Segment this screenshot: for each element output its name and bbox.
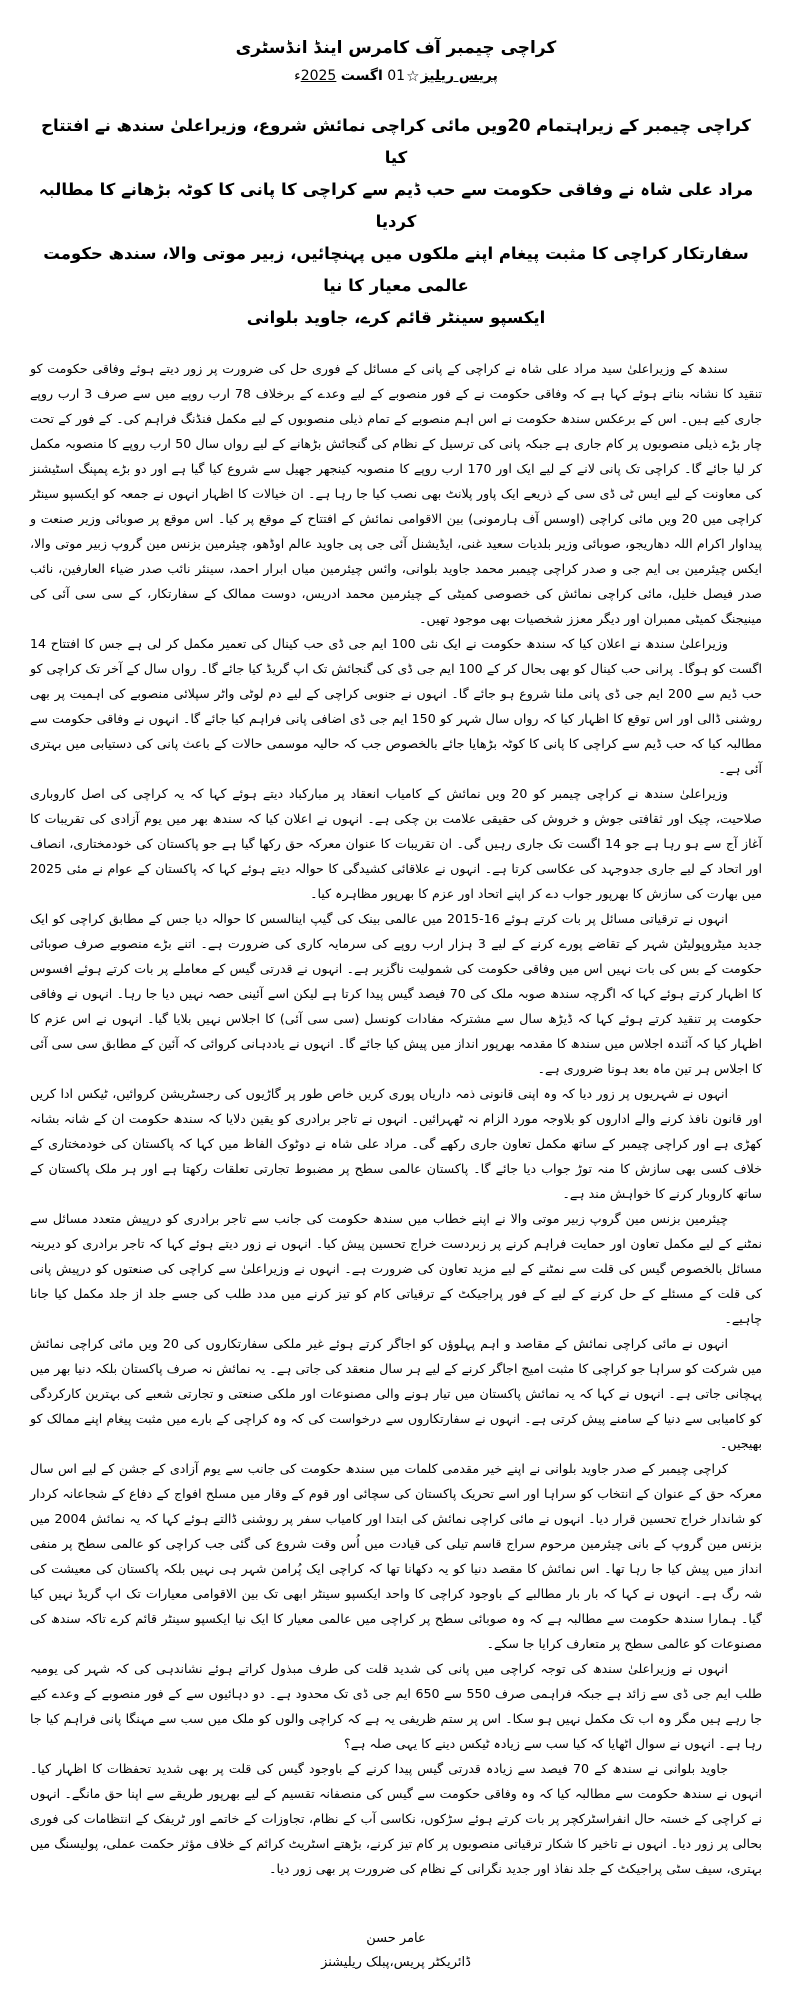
release-month: اگست — [340, 68, 383, 84]
headline-line-4: ایکسپو سینٹر قائم کرے، جاوید بلوانی — [246, 308, 546, 327]
release-day: 01 — [387, 68, 406, 84]
body-text — [30, 356, 762, 1881]
headline-line-3: سفارتکار کراچی کا مثبت پیغام اپنے ملکوں میں پہنچائیں، زبیر موتی والا، سندھ حکومت عالمی معیار کا نیا — [43, 244, 749, 295]
paragraph-4: انہوں نے ترقیاتی مسائل پر بات کرتے ہوئے 16-2015 میں عالمی بینک کی گیپ اینالسس کا حوالہ دیا جس کے مطابق کراچی کو ایک جدید میٹروپولیٹن شہر کے تقاضے پورے کرنے کے لیے 3 ہزار ارب روپے کی سرمایہ کاری کی ضرورت ہے۔ اتنے بڑے منصوبے صرف صوبائی حکومت کے بس کی بات نہیں اس میں وفاقی حکومت کی شمولیت ناگزیر ہے۔ انہوں نے قدرتی گیس کے معاملے پر بات کرتے ہوئے افسوس کا اظہار کرتے ہوئے کہا کہ اگرچہ سندھ صوبہ ملک کی 70 فیصد گیس پیدا کرتا ہے لیکن اسے آئینی حصہ نہیں دیا جا رہا۔ انہوں نے وفاقی حکومت پر تنقید کرتے ہوئے کہا کہ ڈیڑھ سال سے مشترکہ مفادات کونسل (سی سی آئی) کا اجلاس نہیں بلایا گیا۔ انہوں نے اس عزم کا اظہار کیا کہ آئندہ اجلاس میں سندھ کا مقدمہ بھرپور انداز میں پیش کیا جائے گا۔ انہوں نے یاددہانی کروائی کہ آئین کے مطابق سی سی آئی کا اجلاس ہر تین ماہ بعد ہونا ضروری ہے۔ — [30, 911, 763, 1076]
paragraph-7: انہوں نے مائی کراچی نمائش کے مقاصد و اہم پہلوؤں کو اجاگر کرتے ہوئے غیر ملکی سفارتکاروں کی 20 ویں مائی کراچی نمائش میں شرکت کو سراہا جو کراچی کا مثبت امیج اجاگر کرنے کے لیے ہر سال منعقد کی جاتی ہے۔ یہ نمائش نہ صرف پاکستان بلکہ دنیا بھر میں پہچانی جاتی ہے۔ انہوں نے کہا کہ یہ نمائش پاکستان میں تیار ہونے والی مصنوعات اور ملکی صنعتی و تجارتی شعبے کی بہترین کارکردگی کو کامیابی سے دنیا کے سامنے پیش کرتی ہے۔ انہوں نے سفارتکاروں سے درخواست کی کہ وہ کراچی کے بارے میں مثبت پیغام اپنے ممالک کو بھیجیں۔ — [30, 1336, 762, 1451]
paragraph-1: سندھ کے وزیراعلیٰ سید مراد علی شاہ نے کراچی کے پانی کے مسائل کے فوری حل کی ضرورت پر زور دیتے ہوئے وفاقی حکومت کو تنقید کا نشانہ بناتے ہوئے کہا ہے کہ وفاقی حکومت نے کے فور منصوبے کے لیے وعدے کے برخلاف 78 ارب روپے میں سے صرف 3 ارب روپے جاری کیے ہیں۔ اس کے برعکس سندھ حکومت نے اس اہم منصوبے کے تمام ذیلی منصوبوں کے لیے مکمل فنڈنگ فراہم کی۔ کے فور کے تحت چار بڑے ذیلی منصوبوں پر کام جاری ہے جبکہ پانی کی ترسیل کے نظام کی گنجائش بڑھانے کے لیے رواں سال 50 ارب روپے کا منصوبہ مکمل کر لیا جائے گا۔ کراچی تک پانی لانے کے لیے ایک اور 170 ارب روپے کا منصوبہ کینجھر جھیل سے شروع کیا گیا ہے اور دو بڑے پمپنگ اسٹیشنز کی معاونت کے لیے ایس ٹی ڈی سی کے ذریعے ایک پاور پلانٹ بھی نصب کیا جا رہا ہے۔ ان خیالات کا اظہار انہوں نے جمعہ کو ایکسپو سینٹر کراچی میں 20 ویں مائی کراچی (اوسس آف ہارمونی) بین الاقوامی نمائش کے افتتاح کے موقع پر کیا۔ اس موقع پر صوبائی وزیر صنعت و پیداوار اکرام اللہ دھاریجو، صوبائی وزیر بلدیات سعید غنی، ایڈیشنل آئی جی پی جاوید عالم اوڈھو، چیئرمین بزنس مین گروپ زبیر موتی والا، ایکس چیئرمین بی ایم جی و صدر کراچی چیمبر محمد جاوید بلوانی، وائس چیئرمین میاں ابرار احمد، سینئر نائب صدر ضیاء العارفین، نائب صدر فیصل خلیل، مائی کراچی نمائش کی خصوصی کمیٹی کے چیئرمین محمد ادریس، دوست ممالک کے سفارتکار، کے سی سی آئی کی مینیجنگ کمیٹی ممبران اور دیگر معزز شخصیات بھی موجود تھیں۔ — [30, 361, 762, 626]
star-icon: ☆ — [406, 67, 420, 85]
paragraph-2: وزیراعلیٰ سندھ نے اعلان کیا کہ سندھ حکومت نے ایک نئی 100 ایم جی ڈی حب کینال کی تعمیر مکمل کر لی ہے جس کا افتتاح 14 اگست کو ہوگا۔ پرانی حب کینال کو بھی بحال کر کے 100 ایم جی ڈی کی گنجائش تک اپ گریڈ کیا جائے گا۔ رواں سال کے آخر تک کراچی کو حب ڈیم سے 200 ایم جی ڈی پانی ملنا شروع ہو جائے گا۔ انہوں نے جنوبی کراچی کے لیے دم لوٹی واٹر سپلائی منصوبے کی اہمیت پر بھی روشنی ڈالی اور اس توقع کا اظہار کیا کہ رواں سال شہر کو 150 ایم جی ڈی اضافی پانی فراہم کیا جائے گا۔ انہوں نے وفاقی حکومت سے مطالبہ کیا کہ حب ڈیم سے کراچی کا پانی کا کوٹہ بڑھایا جائے بالخصوص جب کہ حالیہ موسمی حالات کے باعث پانی کی دستیابی میں بہتری آئی ہے۔ — [30, 636, 762, 776]
paragraph-6: چیئرمین بزنس مین گروپ زبیر موتی والا نے اپنے خطاب میں سندھ حکومت کی جانب سے تاجر برادری کو درپیش متعدد مسائل سے نمٹنے کے لیے مکمل تعاون اور حمایت فراہم کرنے پر زبردست خراج تحسین پیش کیا۔ انہوں نے زور دیتے ہوئے کہا کہ تاجر برادری کو دیرینہ مسائل بالخصوص گیس کی قلت سے نمٹنے کے لیے مزید تعاون کی ضرورت ہے۔ انہوں نے وزیراعلیٰ سے کراچی کی صنعتوں کو درپیش پانی کی قلت کے مسئلے کے حل کرنے کے لیے کے فور پراجیکٹ کے ترقیاتی کام کو تیز کرنے میں مدد طلب کی جسے جلد از جلد مکمل کیا جانا چاہیے۔ — [30, 1211, 762, 1326]
paragraph-5: انہوں نے شہریوں پر زور دیا کہ وہ اپنی قانونی ذمہ داریاں پوری کریں خاص طور پر گاڑیوں کی رجسٹریشن کروائیں، ٹیکس ادا کریں اور قانون نافذ کرنے والے اداروں کو بلاوجہ مورد الزام نہ ٹھہرائیں۔ انہوں نے تاجر برادری کو یقین دلایا کہ سندھ حکومت ان کے شانہ بشانہ کھڑی ہے اور کراچی چیمبر کے ساتھ مکمل تعاون جاری رکھے گی۔ مراد علی شاہ نے دوٹوک الفاظ میں کہا کہ پاکستان کی خودمختاری کے خلاف کسی بھی سازش کا منہ توڑ جواب دیا جائے گا۔ پاکستان عالمی سطح پر مضبوط تجارتی تعلقات رکھتا ہے اور ہر ملک پاکستان کے ساتھ کاروبار کرنے کا خواہش مند ہے۔ — [30, 1086, 762, 1201]
signature-title: ڈائریکٹر پریس،پبلک ریلیشنز — [321, 1955, 471, 1970]
headline-line-2: مراد علی شاہ نے وفاقی حکومت سے حب ڈیم سے کراچی کا پانی کا کوٹہ بڑھانے کا مطالبہ کردیا — [38, 180, 754, 231]
release-label: پریس ریلیز — [420, 68, 498, 84]
paragraph-8: کراچی چیمبر کے صدر جاوید بلوانی نے اپنے خیر مقدمی کلمات میں سندھ حکومت کی جانب سے یوم آزادی کے جشن کے لیے اس سال معرکہ حق کے عنوان کے انتخاب کو سراہا اور اسے تحریک پاکستان کی سچائی اور قوم کے وقار میں مسلح افواج کے دفاع کے شجاعانہ کردار کو شاندار خراج تحسین قرار دیا۔ انہوں نے مائی کراچی نمائش کی ابتدا اور کامیاب سفر پر روشنی ڈالتے ہوئے کہا کہ یہ نمائش 2004 میں بزنس مین گروپ کے بانی چیئرمین مرحوم سراج قاسم تیلی کی قیادت میں اُس وقت شروع کی گئی جب کراچی کو عالمی سطح پر منفی انداز میں پیش کیا جا رہا تھا۔ اس نمائش کا مقصد دنیا کو یہ دکھانا تھا کہ کراچی ایک پُرامن شہر ہی نہیں بلکہ پاکستان کی معیشت کی شہ رگ ہے۔ انہوں نے کہا کہ بار بار مطالبے کے باوجود کراچی کا واحد ایکسپو سینٹر ابھی تک بین الاقوامی معیارات تک اپ گریڈ نہیں کیا گیا۔ ہمارا سندھ حکومت سے مطالبہ ہے کہ وہ صوبائی سطح پر کراچی میں عالمی معیار کا ایک نیا ایکسپو سینٹر قائم کرے تاکہ سندھ کی مصنوعات کو عالمی سطح پر متعارف کرایا جا سکے۔ — [30, 1461, 763, 1651]
signature-name: عامر حسن — [366, 1931, 426, 1946]
paragraph-3: وزیراعلیٰ سندھ نے کراچی چیمبر کو 20 ویں نمائش کے کامیاب انعقاد پر مبارکباد دیتے ہوئے کہا کہ یہ کراچی کی اصل کاروباری صلاحیت، چیک اور ثقافتی جوش و خروش کی حقیقی علامت بن چکی ہے۔ انہوں نے اعلان کیا کہ سندھ بھر میں یوم آزادی کی تقریبات کا آغاز آج سے ہو رہا ہے جو 14 اگست تک جاری رہیں گی۔ ان تقریبات کا عنوان معرکہ حق رکھا گیا ہے جو پاکستان کی خودمختاری، انصاف اور اتحاد کے لیے جاری جدوجہد کی عکاسی کرتا ہے۔ انہوں نے علاقائی کشیدگی کا حوالہ دیتے ہوئے کہا کہ پاکستان کے عوام نے مئی 2025 میں بھارت کی سازش کا بھرپور جواب دے کر اپنے اتحاد اور عزم کا بھرپور مظاہرہ کیا۔ — [30, 786, 763, 901]
paragraph-9: انہوں نے وزیراعلیٰ سندھ کی توجہ کراچی میں پانی کی شدید قلت کی طرف مبذول کراتے ہوئے نشاندہی کی کہ شہر کی یومیہ طلب ایم جی ڈی سے زائد ہے جبکہ فراہمی صرف 550 سے 650 ایم جی ڈی تک محدود ہے۔ دو دہائیوں سے کے فور منصوبے کے وعدے کیے جا رہے ہیں مگر وہ اب تک مکمل نہیں ہو سکا۔ اس پر ستم ظریفی یہ ہے کہ کراچی والوں کو ملک میں سب سے مہنگا پانی فراہم کیا جا رہا ہے۔ انہوں نے سوال اٹھایا کہ کیا سب سے زیادہ ٹیکس دینے کا یہی صلہ ہے؟ — [30, 1661, 762, 1751]
org-title: کراچی چیمبر آف کامرس اینڈ انڈسٹری — [235, 38, 557, 58]
doc-header — [30, 38, 762, 84]
release-date-line — [30, 66, 762, 84]
year-suffix: ء — [294, 68, 301, 84]
release-year: 2025 — [300, 68, 337, 84]
headline-block — [30, 110, 762, 334]
paragraph-10: جاوید بلوانی نے سندھ کے 70 فیصد سے زیادہ قدرتی گیس پیدا کرنے کے باوجود گیس کی قلت پر بھی شدید تحفظات کا اظہار کیا۔ انہوں نے سندھ حکومت سے مطالبہ کیا کہ وہ وفاقی حکومت سے گیس کی منصفانہ تقسیم کے لیے بھرپور طریقے سے اپنا حق مانگے۔ انہوں نے کراچی کے خستہ حال انفراسٹرکچر پر بات کرتے ہوئے سڑکوں، نکاسی آب کے نظام، تجاوزات کے خاتمے اور ٹریفک کے انتظامات کی فوری بحالی پر زور دیا۔ انہوں نے تاخیر کا شکار ترقیاتی منصوبوں پر کام تیز کرنے، بڑھتے اسٹریٹ کرائم کے خلاف مؤثر حکمت عملی، پولیسنگ میں بہتری، سیف سٹی پراجیکٹ کے جلد نفاذ اور جدید نگرانی کے نظام کی ضرورت پر بھی زور دیا۔ — [30, 1761, 762, 1876]
headline-line-1: کراچی چیمبر کے زیراہتمام 20ویں مائی کراچی نمائش شروع، وزیراعلیٰ سندھ نے افتتاح کیا — [41, 116, 751, 167]
signature-block — [30, 1927, 762, 1975]
